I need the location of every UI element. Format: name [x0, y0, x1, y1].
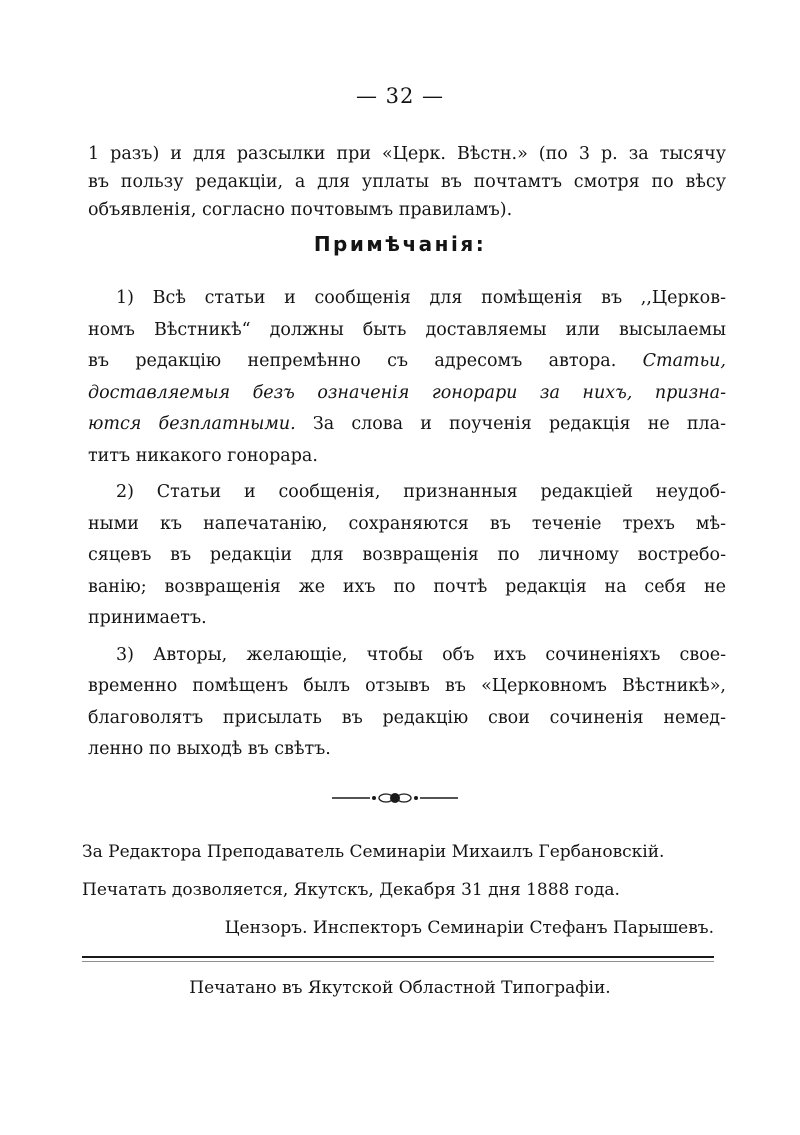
- note-line: ванію; возвращенія же ихъ по почтѣ редакція на себя не: [88, 576, 726, 597]
- page-number: — 32 —: [355, 84, 445, 108]
- note-line: номъ Вѣстникѣ“ должны быть доставляемы или высылаемы: [88, 319, 726, 340]
- note-2: [88, 477, 726, 635]
- note-line: сяцевъ въ редакціи для возвращенія по личному востребо-: [88, 545, 726, 565]
- censor-line: Цензоръ. Инспекторъ Семинаріи Стефанъ Парышевъ.: [224, 918, 714, 938]
- note-line: 2) Статьи и сообщенія, признанныя редакціей неудоб-: [116, 482, 726, 502]
- intro-paragraph: [88, 140, 726, 224]
- note-line-italic: ются безплатными.: [88, 414, 296, 434]
- ornament-divider-icon: [330, 790, 460, 806]
- note-line: ленно по выходѣ въ свѣтъ.: [88, 739, 331, 759]
- note-line: временно помѣщенъ былъ отзывъ въ «Церковномъ Вѣстникѣ»,: [88, 676, 726, 696]
- note-line: благоволятъ присылать въ редакцію свои сочиненія немед-: [88, 707, 726, 728]
- printer-line: Печатано въ Якутской Областной Типографіи.: [189, 978, 611, 998]
- notes-section: [88, 283, 726, 771]
- note-1: [88, 283, 726, 472]
- note-line: 3) Авторы, желающіе, чтобы объ ихъ сочиненіяхъ свое-: [116, 644, 726, 665]
- note-line-italic: Статьи,: [642, 351, 726, 371]
- note-line: [88, 409, 726, 441]
- note-line-plain: За слова и поученія редакція не пла-: [295, 414, 726, 434]
- note-line: титъ никакого гонорара.: [88, 445, 318, 466]
- note-line-plain: въ редакцію непремѣнно съ адресомъ автора.: [88, 351, 643, 371]
- note-line-italic: доставляемыя безъ означенія гонорари за нихъ, призна-: [88, 382, 726, 403]
- note-line: ными къ напечатанію, сохраняются въ теченіе трехъ мѣ-: [88, 513, 726, 534]
- note-3: [88, 640, 726, 766]
- note-line: [88, 346, 726, 378]
- editor-line: За Редактора Преподаватель Семинаріи Михаилъ Гербановскій.: [82, 842, 665, 862]
- permission-line: Печатать дозволяется, Якутскъ, Декабря 31 дня 1888 года.: [82, 880, 620, 900]
- intro-line: 1 разъ) и для разсылки при «Церк. Вѣстн.» (по 3 р. за тысячу: [88, 144, 726, 164]
- note-line: 1) Всѣ статьи и сообщенія для помѣщенія въ ,,Церков-: [116, 288, 726, 308]
- intro-line: въ пользу редакціи, а для уплаты въ почтамтъ смотря по вѣсу: [88, 172, 726, 192]
- footer-rule: [82, 956, 714, 958]
- intro-line: объявленія, согласно почтовымъ правиламъ).: [88, 200, 513, 220]
- footer-rule-thin: [82, 961, 714, 962]
- note-line: принимаетъ.: [88, 608, 207, 628]
- notes-heading: Примѣчанія:: [313, 232, 487, 256]
